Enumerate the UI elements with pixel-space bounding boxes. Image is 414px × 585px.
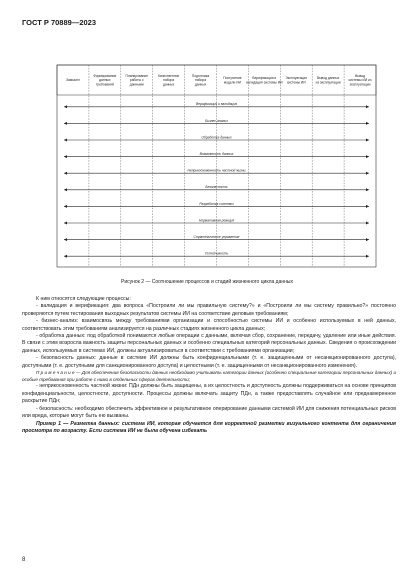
process-bar-label: Возможность данных xyxy=(199,152,234,157)
arrow-right-icon xyxy=(366,105,369,108)
process-bar xyxy=(64,152,369,158)
stage-label: Вывод данных из эксплуатации xyxy=(315,76,341,85)
arrow-right-icon xyxy=(366,155,369,158)
stage-label: Эксплуатация системы ИИ xyxy=(285,76,307,85)
process-bar xyxy=(64,169,369,175)
arrow-left-icon xyxy=(64,122,67,125)
process-bar xyxy=(64,202,369,208)
process-bar-label: Обработка данных xyxy=(201,135,232,140)
arrow-left-icon xyxy=(64,205,67,208)
arrow-right-icon xyxy=(366,222,369,225)
stage-label: Качественное набора данных xyxy=(158,74,180,87)
stage-label: Построение модели ИИ xyxy=(223,76,242,85)
arrow-left-icon xyxy=(64,139,67,142)
stage-label: Замысел xyxy=(66,78,80,83)
process-bar-label: Бизнес-анализ xyxy=(205,118,228,123)
process-bar xyxy=(64,185,369,191)
arrow-right-icon xyxy=(366,122,369,125)
process-bar-label: Разработка системы xyxy=(199,201,234,206)
note-paragraph xyxy=(22,370,396,383)
arrow-left-icon xyxy=(64,188,67,191)
process-bar-label: Неприкосновенность частной жизни xyxy=(187,168,246,173)
arrow-left-icon xyxy=(64,155,67,158)
arrow-left-icon xyxy=(64,238,67,241)
note-text: — Для обеспечения безопасности данных необходимо учитывать категории данных (особенно специальные категории персональных данных) и особые требования при работе с ними в отдельных сферах деятельности; xyxy=(22,370,397,382)
list-item-validation: - валидация и верификация: два вопроса «Построили ли мы правильную систему?» и «Построили ли мы систему правильно?» постоянно проверяются путем тестирования выходных результатов системы ИИ на соответствие деловым требованиям; xyxy=(22,303,396,317)
intro-paragraph: К ним относятся следующие процессы: xyxy=(36,296,131,302)
stage-label: Вывод системы ИИ из эксплуатации xyxy=(348,74,372,87)
arrow-right-icon xyxy=(366,188,369,191)
list-item-safety: - безопасность: необходимо обеспечить эффективное и результативное оперирование данными системой ИИ для снижения потенциальных рисков или вреда, которые могут быть ею вызваны. xyxy=(22,405,396,420)
process-bar-label: Безопасность xyxy=(205,185,228,190)
process-bar xyxy=(64,218,369,224)
example-paragraph: Пример 1 — Разметка данных: система ИИ, которая обучается для корректной разметки визуального контента для ограничения просмотра по возрасту. Если система ИИ не была обучена избегать xyxy=(22,420,396,434)
list-item-privacy: - неприкосновенность частной жизни: ПДн должны быть защищены, а их целостность и доступность должны поддерживаться на основе принципов конфиденциальности, целостности, доступности. Процессы должны включать защиту ПДн, а также предоставлять случайное или преднамеренное раскрытие ПДн; xyxy=(22,383,396,405)
arrow-right-icon xyxy=(366,255,369,258)
arrow-right-icon xyxy=(366,205,369,208)
arrow-right-icon xyxy=(366,139,369,142)
stage-label: Планирование работы с данными xyxy=(125,74,149,87)
stage-label: Верификация и валидация системы ИИ xyxy=(246,76,283,85)
process-bar-label: Нормативная реакция xyxy=(198,218,235,223)
list-item-data-processing: - обработка данных: под обработкой понимаются любые операции с данными, включая сбор, сохранение, передачу, удаление или иные действия. В связи с этим возросла важность защиты персональных данных и особенно специальных категорий персональных данных. Сведения о происхождении данных, используемых в системах ИИ, должны актуализироваться в соответствии с требованиями организации; xyxy=(22,333,396,354)
arrow-left-icon xyxy=(64,105,67,108)
body-text xyxy=(22,296,396,435)
arrow-left-icon xyxy=(64,172,67,175)
process-bar-label: Стратегическое управление xyxy=(193,235,240,240)
arrow-right-icon xyxy=(366,238,369,241)
note-label: П р и м е ч а н и е xyxy=(36,370,75,376)
process-bar-label: Устойчивость xyxy=(204,251,229,256)
figure-caption: Рисунок 2 — Соотношение процессов и стадий жизненного цикла данных xyxy=(120,279,293,285)
stage-label: Подготовка набора данных xyxy=(191,74,210,87)
process-bar xyxy=(64,135,369,141)
process-bar-label: Верификация и валидация xyxy=(195,102,238,107)
page-number: 8 xyxy=(22,557,26,563)
arrow-right-icon xyxy=(366,172,369,175)
list-item-business-analysis: - бизнес-анализ: взаимосвязь между требованиями организации и способностью системы ИИ и особенно используемых в ней данных, соответствовать этим требованиям анализируется на различных стадиях жизненного цикла данных; xyxy=(22,318,396,332)
stage-label: Формирование данных требований xyxy=(93,74,117,87)
arrow-left-icon xyxy=(64,222,67,225)
list-item-data-security: - безопасность данных: данные в системе ИИ должны быть конфиденциальными (т. е. защищенными от несанкционированного доступа), доступными (т. е. доступными для санкционированного доступа) и целостными (т. е. защищенными от несанкционированного изменения). xyxy=(22,355,396,369)
arrow-left-icon xyxy=(64,255,67,258)
document-header: ГОСТ Р 70889—2023 xyxy=(22,18,97,27)
